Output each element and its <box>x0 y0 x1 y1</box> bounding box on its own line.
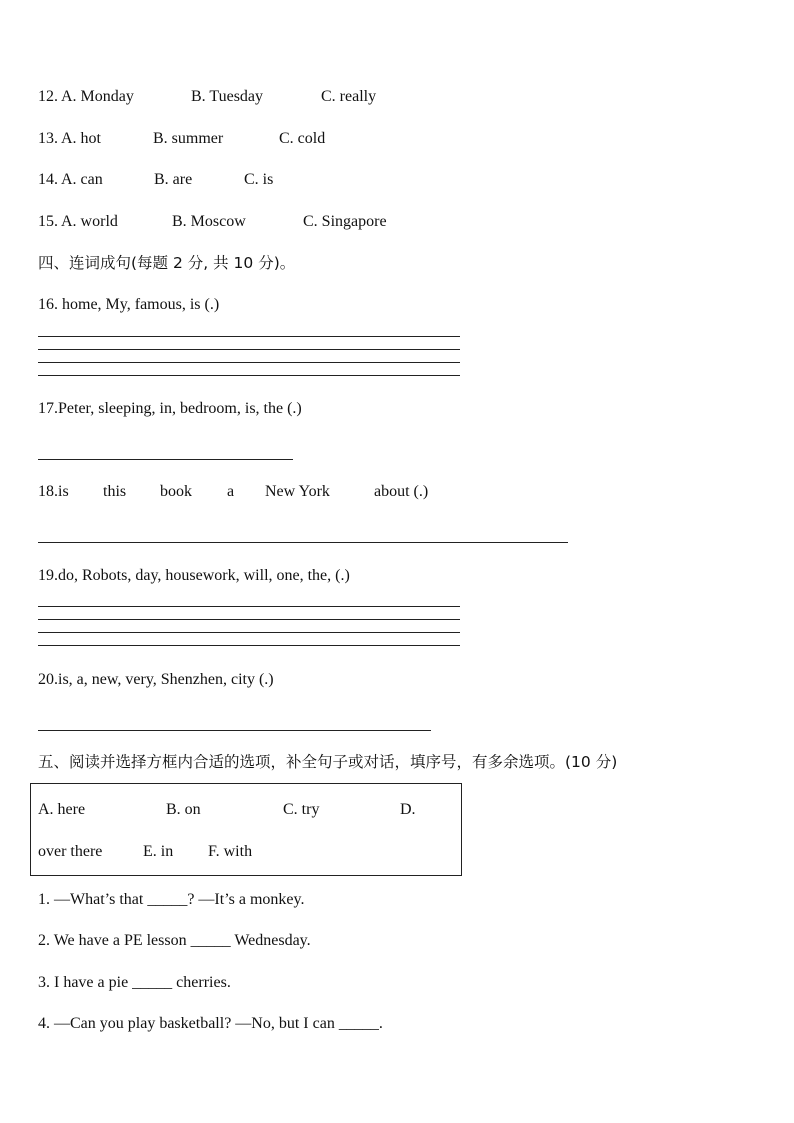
question-number: 12. <box>38 88 58 105</box>
option-d-continued: over there <box>38 843 103 860</box>
option-a: A. here <box>38 801 86 818</box>
option-a: A. Monday <box>61 88 134 105</box>
word: 18.is <box>38 483 69 500</box>
option-d: D. <box>400 801 416 818</box>
answer-line <box>38 362 460 363</box>
option-c: C. really <box>321 88 377 105</box>
answer-line-17 <box>38 459 293 460</box>
question-16: 16. home, My, famous, is (.) <box>38 296 220 313</box>
option-c: C. is <box>244 171 274 188</box>
option-e: E. in <box>143 843 174 860</box>
answer-line <box>38 336 460 337</box>
question-19: 19.do, Robots, day, housework, will, one, the, (.) <box>38 567 350 584</box>
answer-line <box>38 632 460 633</box>
section-4-title: 四、连词成句(每题 2 分, 共 10 分)。 <box>38 254 296 272</box>
answer-line-20 <box>38 730 431 731</box>
fill-question-1: 1. —What’s that _____? —It’s a monkey. <box>38 891 305 908</box>
options-box <box>30 783 462 876</box>
word: New York <box>265 483 330 500</box>
fill-question-3: 3. I have a pie _____ cherries. <box>38 974 231 991</box>
fill-question-2: 2. We have a PE lesson _____ Wednesday. <box>38 932 311 949</box>
answer-line <box>38 619 460 620</box>
question-17: 17.Peter, sleeping, in, bedroom, is, the (.) <box>38 400 302 417</box>
option-a: A. world <box>61 213 118 230</box>
section-5-title: 五、阅读并选择方框内合适的选项，补全句子或对话，填序号，有多余选项。(10 分) <box>38 753 618 771</box>
word: a <box>227 483 235 500</box>
word: book <box>160 483 192 500</box>
option-c: C. try <box>283 801 320 818</box>
option-a: A. can <box>61 171 103 188</box>
word: this <box>103 483 127 500</box>
option-b: B. summer <box>153 130 224 147</box>
question-20: 20.is, a, new, very, Shenzhen, city (.) <box>38 671 274 688</box>
option-a: A. hot <box>61 130 101 147</box>
word: about (.) <box>374 483 429 500</box>
question-number: 14. <box>38 171 58 188</box>
option-b: B. Moscow <box>172 213 246 230</box>
answer-line <box>38 349 460 350</box>
answer-line-18 <box>38 542 568 543</box>
question-number: 13. <box>38 130 58 147</box>
answer-line <box>38 375 460 376</box>
option-b: B. Tuesday <box>191 88 264 105</box>
question-number: 15. <box>38 213 58 230</box>
option-b: B. are <box>154 171 193 188</box>
option-b: B. on <box>166 801 201 818</box>
option-c: C. cold <box>279 130 326 147</box>
answer-line <box>38 645 460 646</box>
fill-question-4: 4. —Can you play basketball? —No, but I can _____. <box>38 1015 383 1032</box>
option-f: F. with <box>208 843 253 860</box>
option-c: C. Singapore <box>303 213 387 230</box>
answer-line <box>38 606 460 607</box>
